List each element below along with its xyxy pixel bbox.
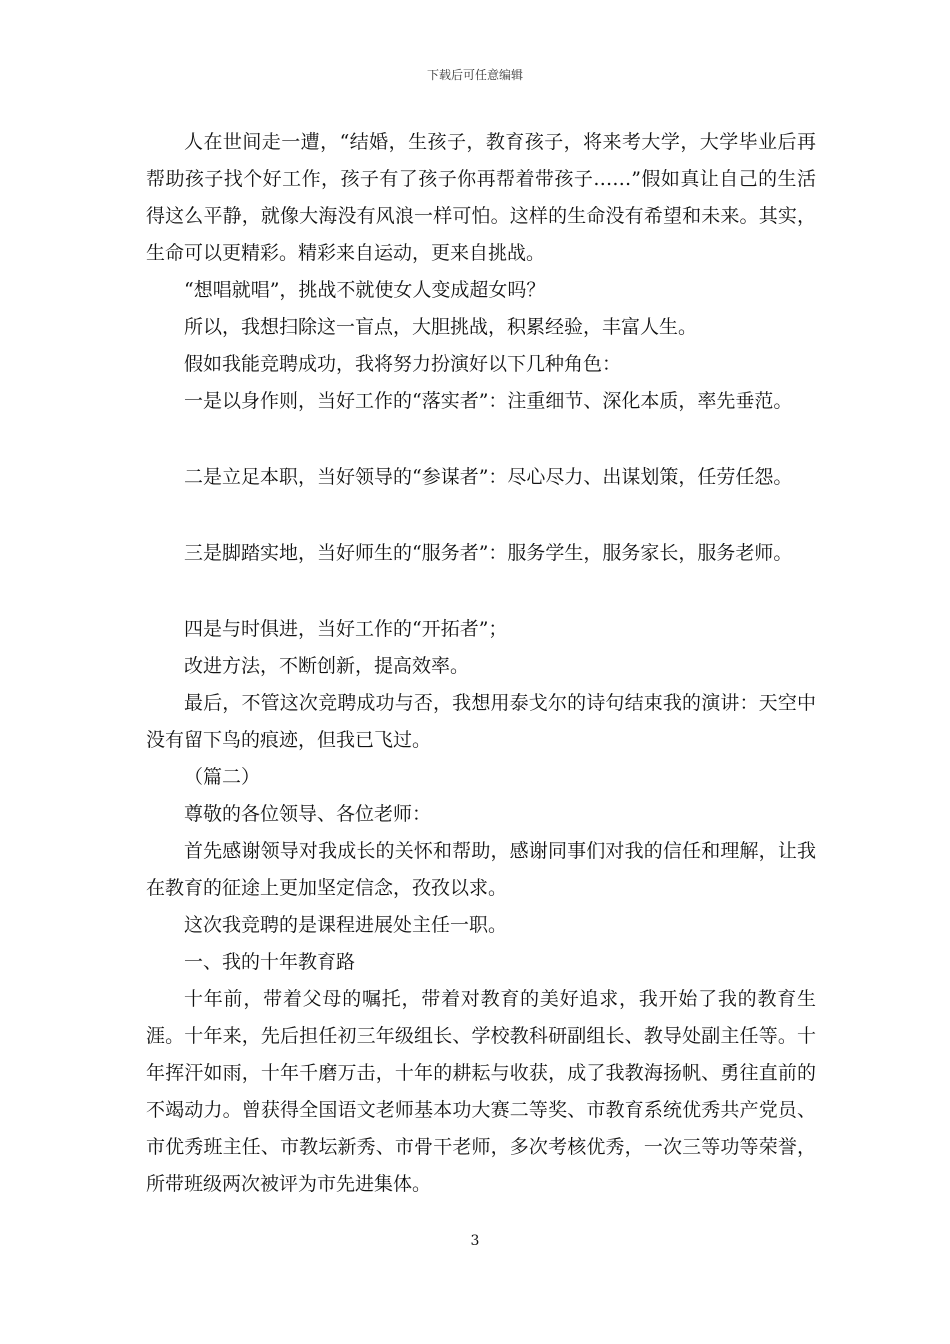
page-header: 下载后可任意编辑 [426,68,523,82]
paragraph: 最后，不管这次竞聘成功与否，我想用泰戈尔的诗句结束我的演讲：天空中没有留下鸟的痕迹，但我已飞过。 [146,692,816,751]
paragraph: 二是立足本职，当好领导的“参谋者”：尽心尽力、出谋划策，任劳任怨。 [184,466,793,488]
section-heading: 一、我的十年教育路 [184,951,356,973]
page-number: 3 [470,1233,480,1249]
paragraph: “想唱就唱”，挑战不就使女人变成超女吗？ [184,279,546,301]
section-title: （篇二） [184,766,261,788]
paragraph: 一是以身作则，当好工作的“落实者”：注重细节、深化本质，率先垂范。 [184,390,793,412]
paragraph: 四是与时俱进，当好工作的“开拓者”； [184,618,508,640]
paragraph: 三是脚踏实地，当好师生的“服务者”：服务学生，服务家长，服务老师。 [184,542,793,564]
paragraph: 这次我竞聘的是课程进展处主任一职。 [184,914,508,936]
salutation: 尊敬的各位领导、各位老师： [184,803,432,825]
document-body [146,124,816,1203]
paragraph: 改进方法，不断创新，提高效率。 [184,655,470,677]
paragraph: 人在世间走一遭，“结婚，生孩子，教育孩子，将来考大学，大学毕业后再帮助孩子找个好工作，孩子有了孩子你再帮着带孩子……”假如真让自己的生活得这么平静，就像大海没有风浪一样可怕。这样的生命没有希望和未来。其实，生命可以更精彩。精彩来自运动，更来自挑战。 [146,131,816,264]
paragraph: 假如我能竞聘成功，我将努力扮演好以下几种角色： [184,353,622,375]
paragraph: 十年前，带着父母的嘱托，带着对教育的美好追求，我开始了我的教育生涯。十年来，先后担任初三年级组长、学校教科研副组长、教导处副主任等。十年挥汗如雨，十年千磨万击，十年的耕耘与收获，成了我教海扬帆、勇往直前的不竭动力。曾获得全国语文老师基本功大赛二等奖、市教育系统优秀共产党员、市优秀班主任、市教坛新秀、市骨干老师，多次考核优秀，一次三等功等荣誉，所带班级两次被评为市先进集体。 [146,988,816,1195]
paragraph: 所以，我想扫除这一盲点，大胆挑战，积累经验，丰富人生。 [184,316,698,338]
paragraph: 首先感谢领导对我成长的关怀和帮助，感谢同事们对我的信任和理解，让我在教育的征途上更加坚定信念，孜孜以求。 [146,840,816,899]
